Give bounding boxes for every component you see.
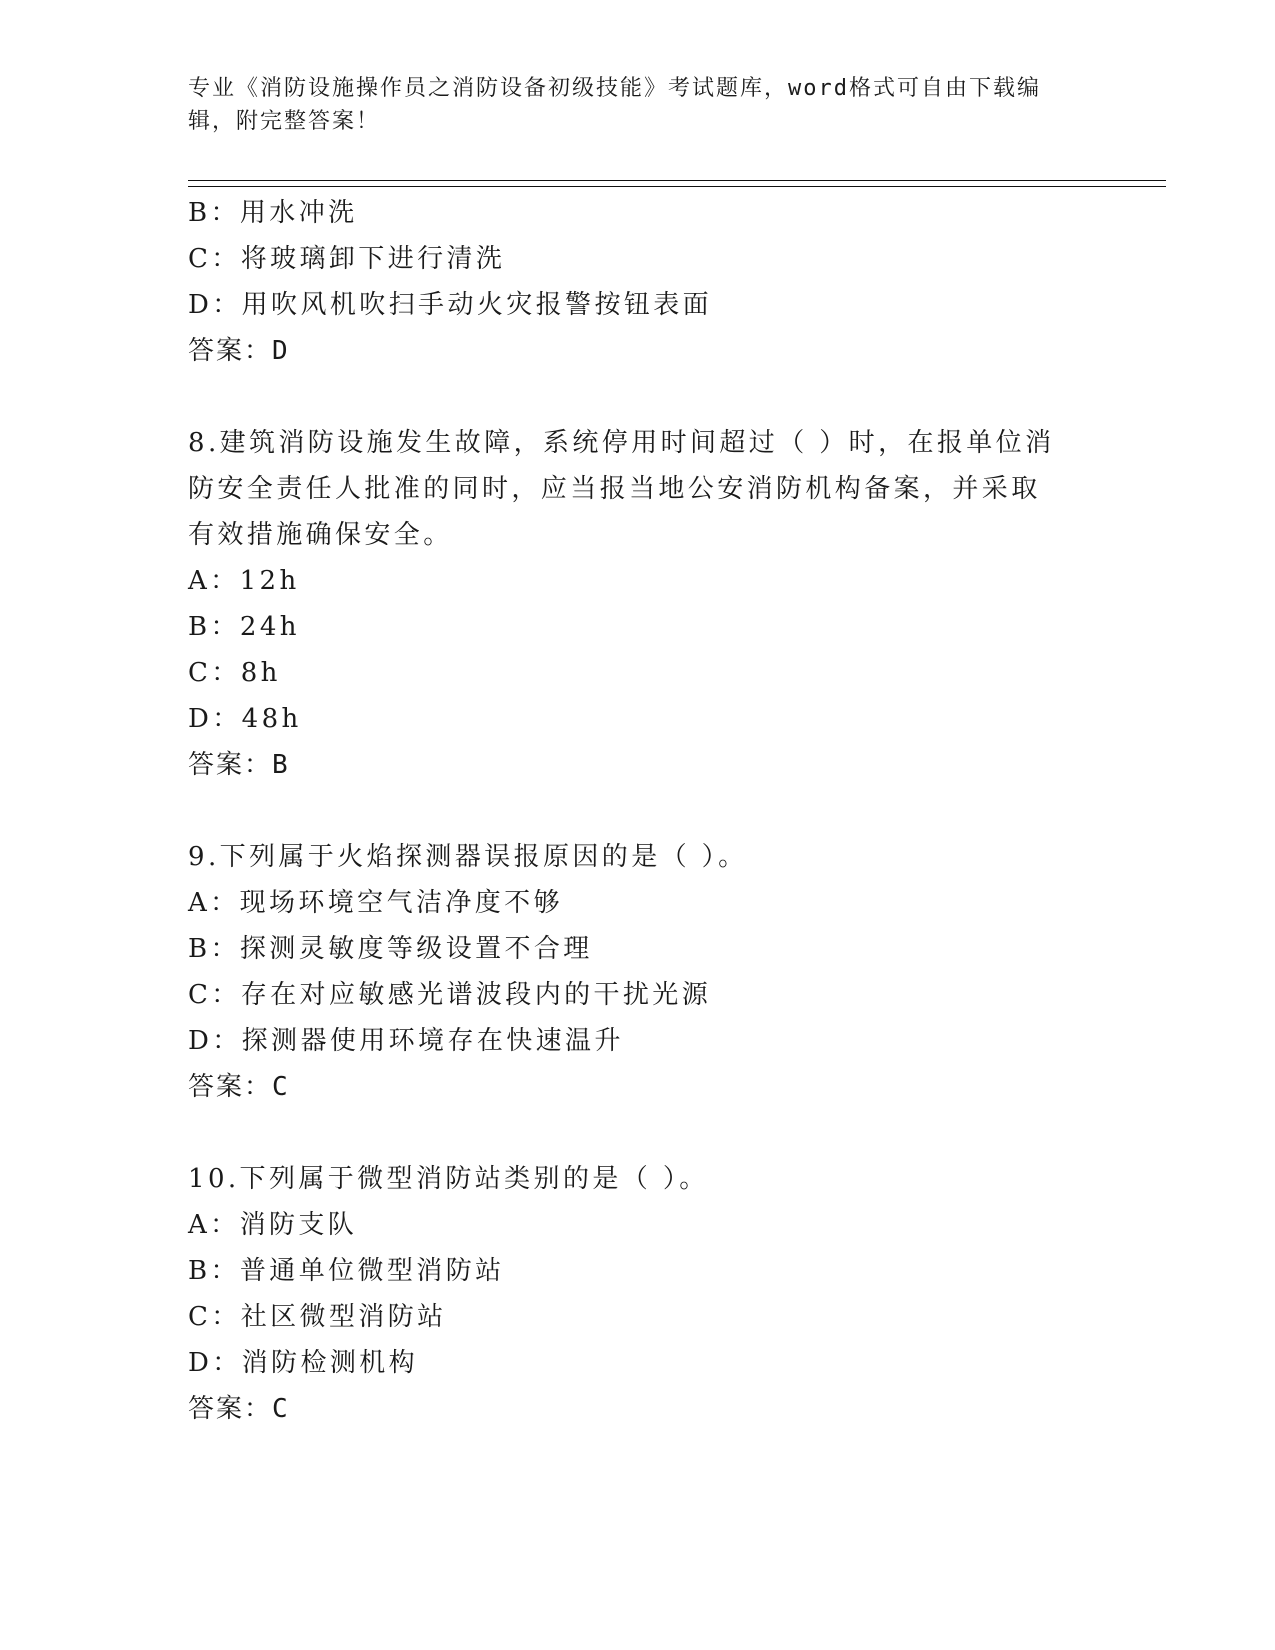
header-divider: [188, 180, 1166, 187]
question-10: [188, 1156, 1088, 1432]
option-a: A：现场环境空气洁净度不够: [188, 888, 563, 918]
question-7-remainder: [188, 190, 1088, 374]
option-b: B：24h: [188, 612, 300, 642]
option-c: C：8h: [188, 658, 281, 688]
question-8: [188, 420, 1088, 788]
answer-label: 答案：C: [188, 1072, 290, 1102]
document-header: 专业《消防设施操作员之消防设备初级技能》考试题库，word格式可自由下载编辑，附完整答案！: [188, 76, 1041, 134]
question-9: [188, 834, 1088, 1110]
option-c: C：存在对应敏感光谱波段内的干扰光源: [188, 980, 712, 1010]
answer-label: 答案：C: [188, 1394, 290, 1424]
option-d: D：探测器使用环境存在快速温升: [188, 1026, 624, 1056]
answer-label: 答案：B: [188, 750, 290, 780]
question-stem: 9.下列属于火焰探测器误报原因的是（ ）。: [188, 842, 748, 872]
option-b: B：探测灵敏度等级设置不合理: [188, 934, 593, 964]
option-a: A：12h: [188, 566, 300, 596]
answer-label: 答案：D: [188, 336, 290, 366]
option-c: C：将玻璃卸下进行清洗: [188, 244, 506, 274]
option-b: B：普通单位微型消防站: [188, 1256, 505, 1286]
question-list: [188, 190, 1088, 1432]
option-c: C：社区微型消防站: [188, 1302, 447, 1332]
question-stem: 10.下列属于微型消防站类别的是（ ）。: [188, 1164, 709, 1194]
question-stem: 8.建筑消防设施发生故障，系统停用时间超过（ ）时，在报单位消防安全责任人批准的同时，应当报当地公安消防机构备案，并采取有效措施确保安全。: [188, 428, 1055, 550]
option-d: D：用吹风机吹扫手动火灾报警按钮表面: [188, 290, 713, 320]
option-a: A：消防支队: [188, 1210, 358, 1240]
option-b: B：用水冲洗: [188, 198, 358, 228]
option-d: D：48h: [188, 704, 302, 734]
option-d: D：消防检测机构: [188, 1348, 419, 1378]
